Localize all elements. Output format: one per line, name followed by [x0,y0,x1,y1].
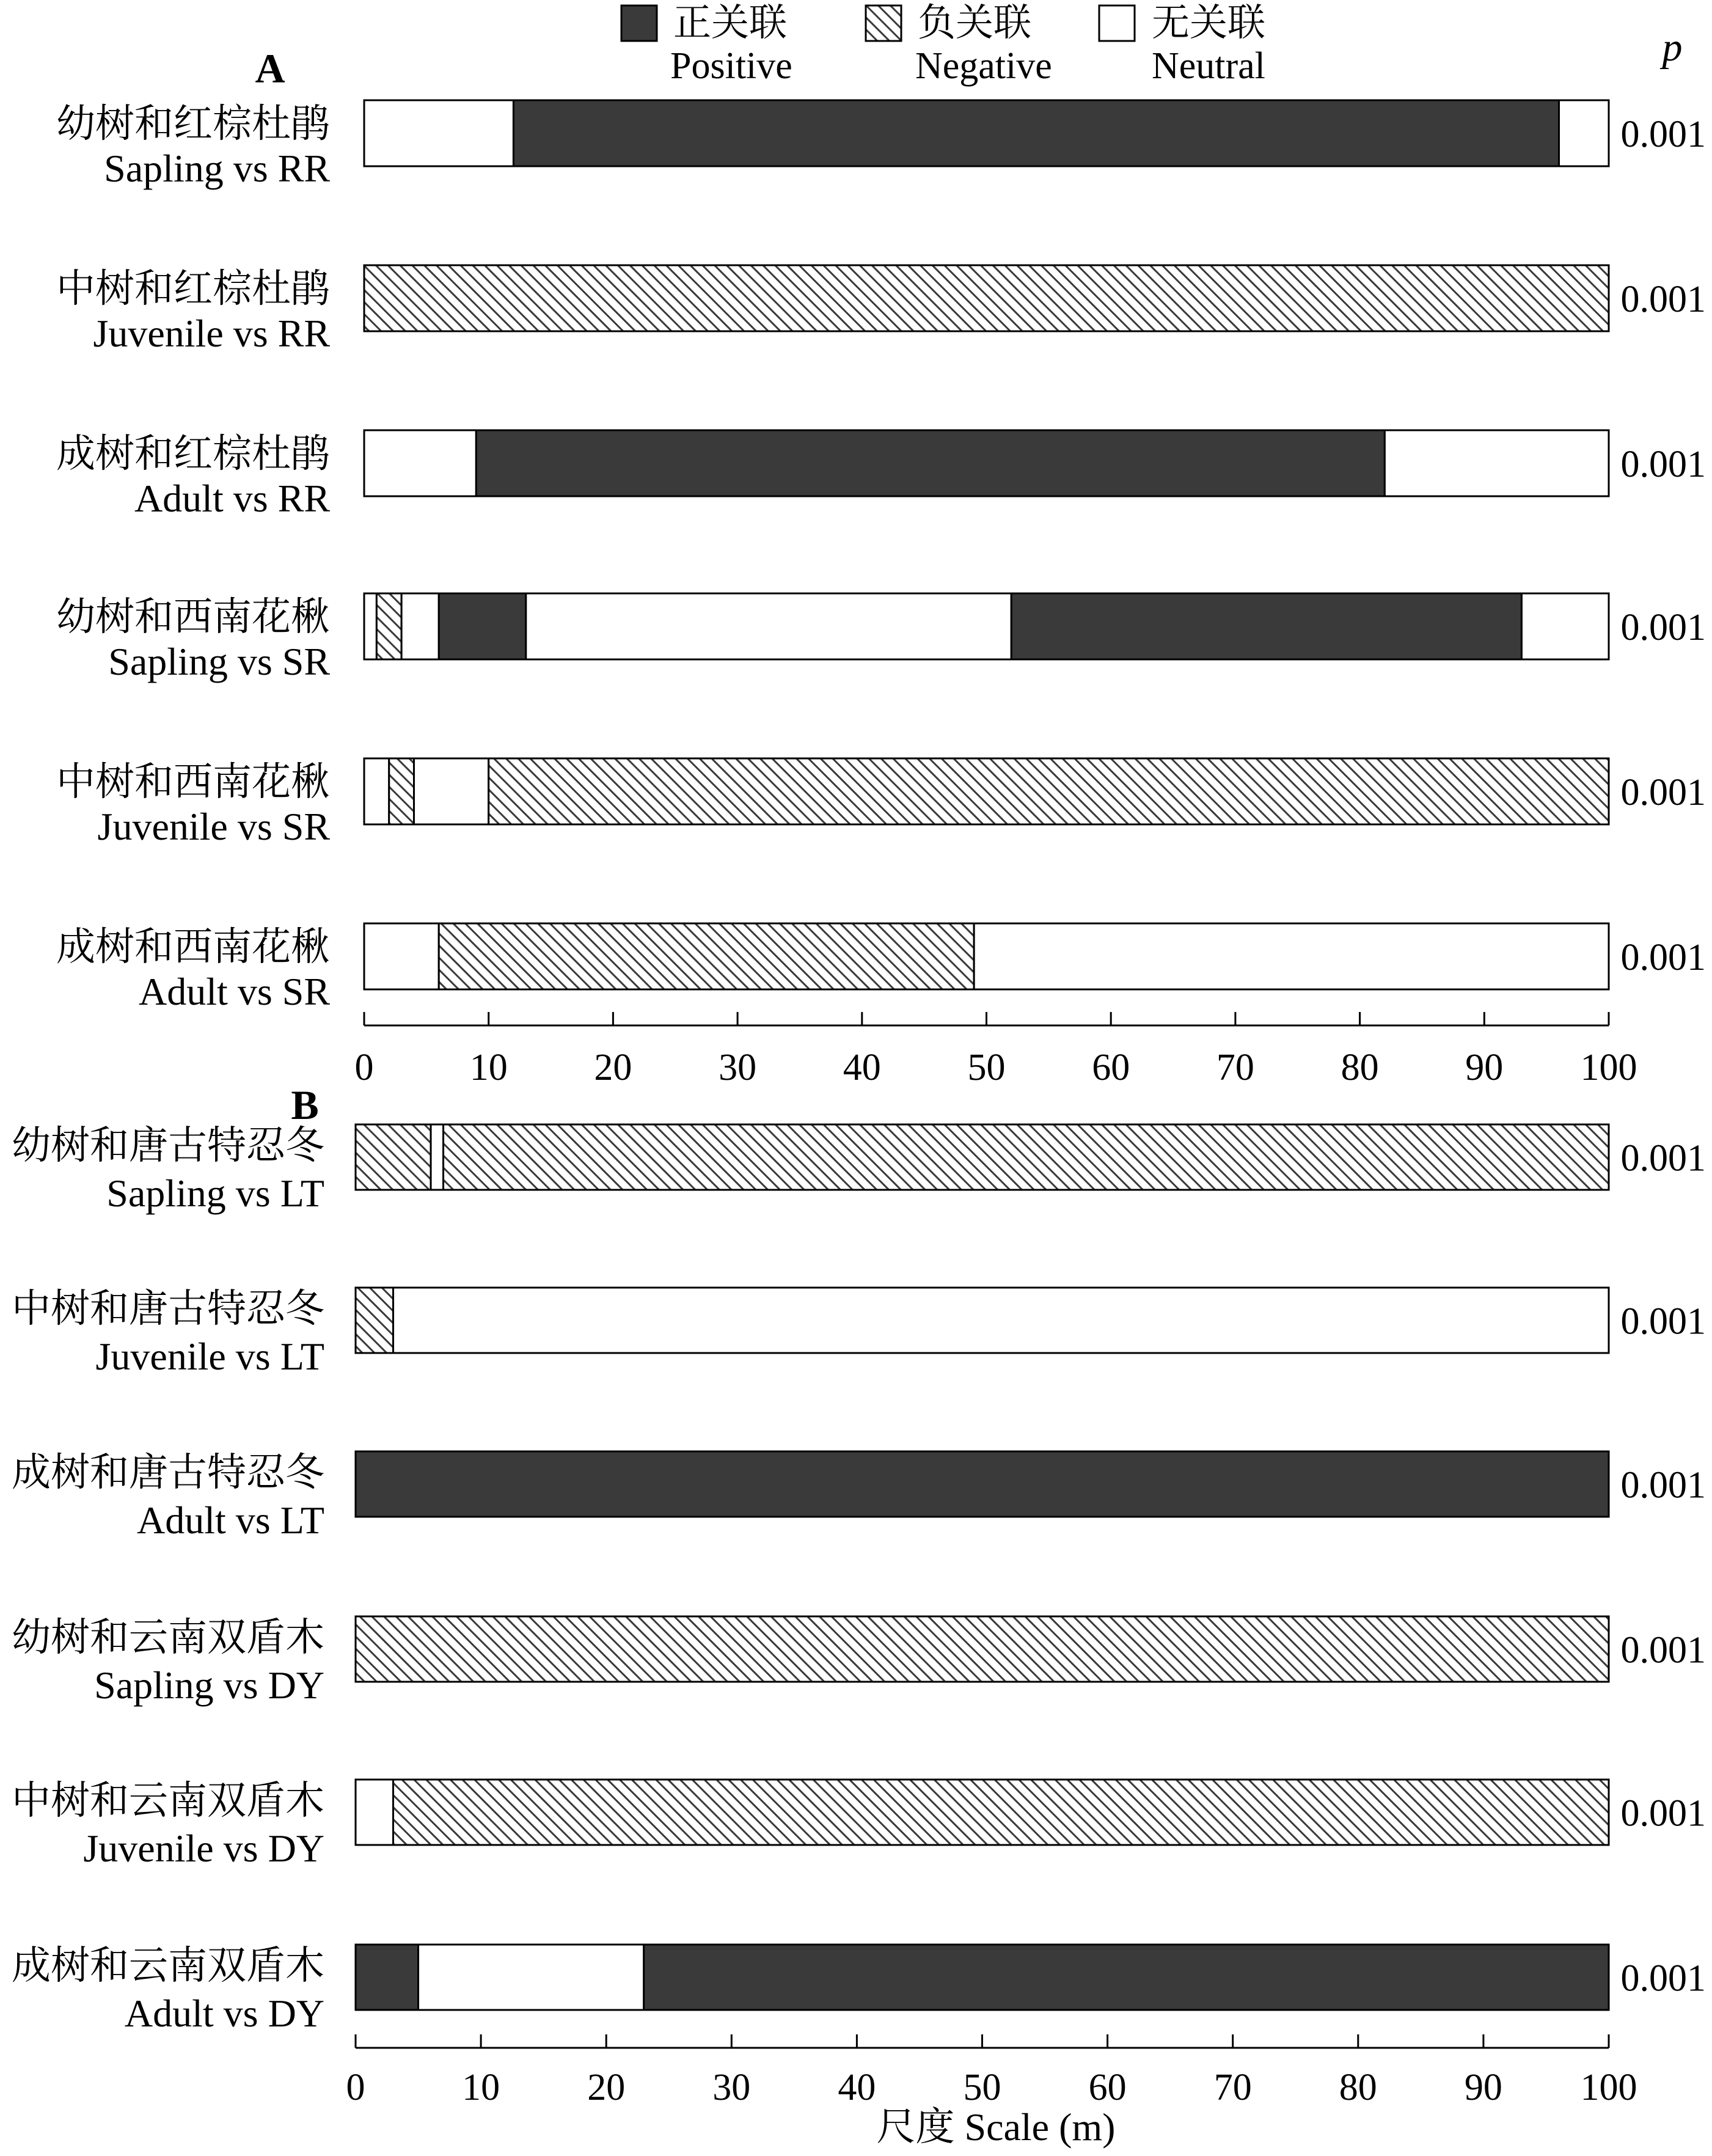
p-value: 0.001 [1620,607,1706,648]
segment-positive [439,593,526,659]
segment-neutral [364,430,476,496]
tick-label: 90 [1465,1047,1504,1088]
segment-neutral [419,1945,644,2010]
segment-negative [356,1288,393,1353]
bar-row [56,430,1706,520]
row-label-zh: 中树和唐古特忍冬 [12,1287,324,1330]
legend-label-en-negative: Negative [915,45,1052,87]
tick-label: 50 [963,2067,1001,2108]
legend-label-zh-neutral: 无关联 [1152,2,1266,44]
p-value: 0.001 [1620,937,1706,978]
segment-positive [644,1945,1609,2010]
tick-label: 100 [1580,2067,1637,2108]
bar-row [12,1124,1706,1215]
tick-label: 60 [1092,1047,1130,1088]
panel-b [12,1082,1706,2149]
tick-label: 30 [719,1047,757,1088]
p-value: 0.001 [1620,444,1706,485]
bar-row [56,265,1706,355]
p-value-header: p [1662,25,1683,70]
row-label-en: Sapling vs RR [104,147,330,190]
p-value: 0.001 [1620,1957,1706,2000]
row-label-zh: 成树和红棕杜鹃 [56,432,330,475]
row-label-zh: 幼树和唐古特忍冬 [12,1124,324,1167]
bar-row [12,1944,1706,2035]
p-value: 0.001 [1620,1137,1706,1179]
row-label-zh: 成树和唐古特忍冬 [12,1451,324,1494]
p-value: 0.001 [1620,1629,1706,1671]
bar-row [12,1616,1706,1707]
segment-neutral [1559,100,1609,166]
x-axis [355,1012,1637,1088]
tick-label: 40 [838,2067,876,2108]
legend-label-en-positive: Positive [670,45,792,87]
tick-label: 90 [1464,2067,1502,2108]
segment-negative [489,758,1609,824]
row-label-zh: 中树和红棕杜鹃 [56,267,330,310]
segment-neutral [401,593,439,659]
row-label-en: Adult vs SR [139,970,330,1013]
p-value: 0.001 [1620,114,1706,155]
row-label-en: Juvenile vs SR [97,805,330,848]
tick-label: 70 [1216,1047,1254,1088]
bar-row [56,593,1706,683]
row-label-en: Sapling vs LT [106,1172,324,1215]
segment-negative [364,265,1609,331]
tick-label: 100 [1580,1047,1637,1088]
segment-neutral [431,1124,444,1190]
segment-neutral [356,1780,393,1845]
tick-label: 20 [587,2067,626,2108]
tick-label: 80 [1339,2067,1377,2108]
segment-positive [356,1451,1609,1517]
row-label-zh: 幼树和西南花楸 [56,595,330,639]
row-label-en: Adult vs LT [137,1498,324,1542]
row-label-en: Juvenile vs LT [95,1335,324,1378]
bar-row [56,758,1706,848]
bar-row [56,923,1706,1013]
segment-neutral [364,923,439,989]
segment-neutral [1521,593,1609,659]
segment-neutral [364,100,513,166]
legend-swatch-positive [621,6,657,41]
segment-neutral [393,1288,1609,1353]
segment-neutral [974,923,1609,989]
segment-neutral [526,593,1011,659]
tick-label: 0 [354,1047,374,1088]
segment-positive [476,430,1385,496]
row-label-zh: 幼树和云南双盾木 [12,1616,324,1659]
segment-neutral [364,593,376,659]
legend-swatch-neutral [1099,6,1135,41]
bar-row [12,1779,1706,1870]
segment-positive [356,1945,419,2010]
tick-label: 10 [462,2067,500,2108]
tick-label: 70 [1213,2067,1252,2108]
x-axis [346,2034,1637,2108]
segment-negative [356,1124,431,1190]
row-label-en: Adult vs DY [124,1992,324,2035]
segment-neutral [364,758,389,824]
segment-neutral [1385,430,1609,496]
row-label-zh: 幼树和红棕杜鹃 [56,102,330,145]
legend-label-zh-negative: 负关联 [918,2,1032,44]
chart-panels [12,45,1706,2149]
legend-label-en-neutral: Neutral [1152,45,1265,87]
tick-label: 60 [1088,2067,1127,2108]
p-value: 0.001 [1620,772,1706,813]
p-value: 0.001 [1620,1464,1706,1506]
p-value: 0.001 [1620,1792,1706,1835]
panel-letter: B [291,1082,319,1128]
segment-neutral [414,758,488,824]
tick-label: 0 [346,2067,365,2108]
panel-letter: A [255,45,285,92]
bar-row [12,1451,1706,1542]
tick-label: 10 [469,1047,508,1088]
row-label-zh: 成树和云南双盾木 [12,1944,324,1987]
segment-negative [444,1124,1609,1190]
row-label-zh: 成树和西南花楸 [56,925,330,969]
x-axis-label: 尺度 Scale (m) [876,2105,1116,2149]
segment-positive [1011,593,1521,659]
legend-swatch-negative [866,6,901,41]
segment-positive [513,100,1559,166]
segment-negative [389,758,414,824]
row-label-en: Sapling vs DY [94,1663,324,1707]
row-label-zh: 中树和西南花楸 [56,760,330,804]
panel-a [56,45,1706,1088]
legend-label-zh-positive: 正关联 [673,2,788,44]
row-label-en: Sapling vs SR [108,640,330,683]
p-value: 0.001 [1620,279,1706,320]
tick-label: 30 [712,2067,751,2108]
row-label-en: Adult vs RR [134,477,330,520]
segment-negative [393,1780,1609,1845]
row-label-en: Juvenile vs DY [83,1827,324,1870]
legend [621,2,1265,87]
tick-label: 40 [843,1047,881,1088]
row-label-zh: 中树和云南双盾木 [12,1779,324,1822]
row-label-en: Juvenile vs RR [93,312,330,355]
p-value: 0.001 [1620,1300,1706,1343]
bar-row [56,100,1706,190]
tick-label: 50 [967,1047,1006,1088]
bar-row [12,1287,1706,1378]
tick-label: 80 [1341,1047,1379,1088]
segment-negative [376,593,401,659]
segment-negative [439,923,974,989]
tick-label: 20 [594,1047,632,1088]
segment-negative [356,1616,1609,1682]
